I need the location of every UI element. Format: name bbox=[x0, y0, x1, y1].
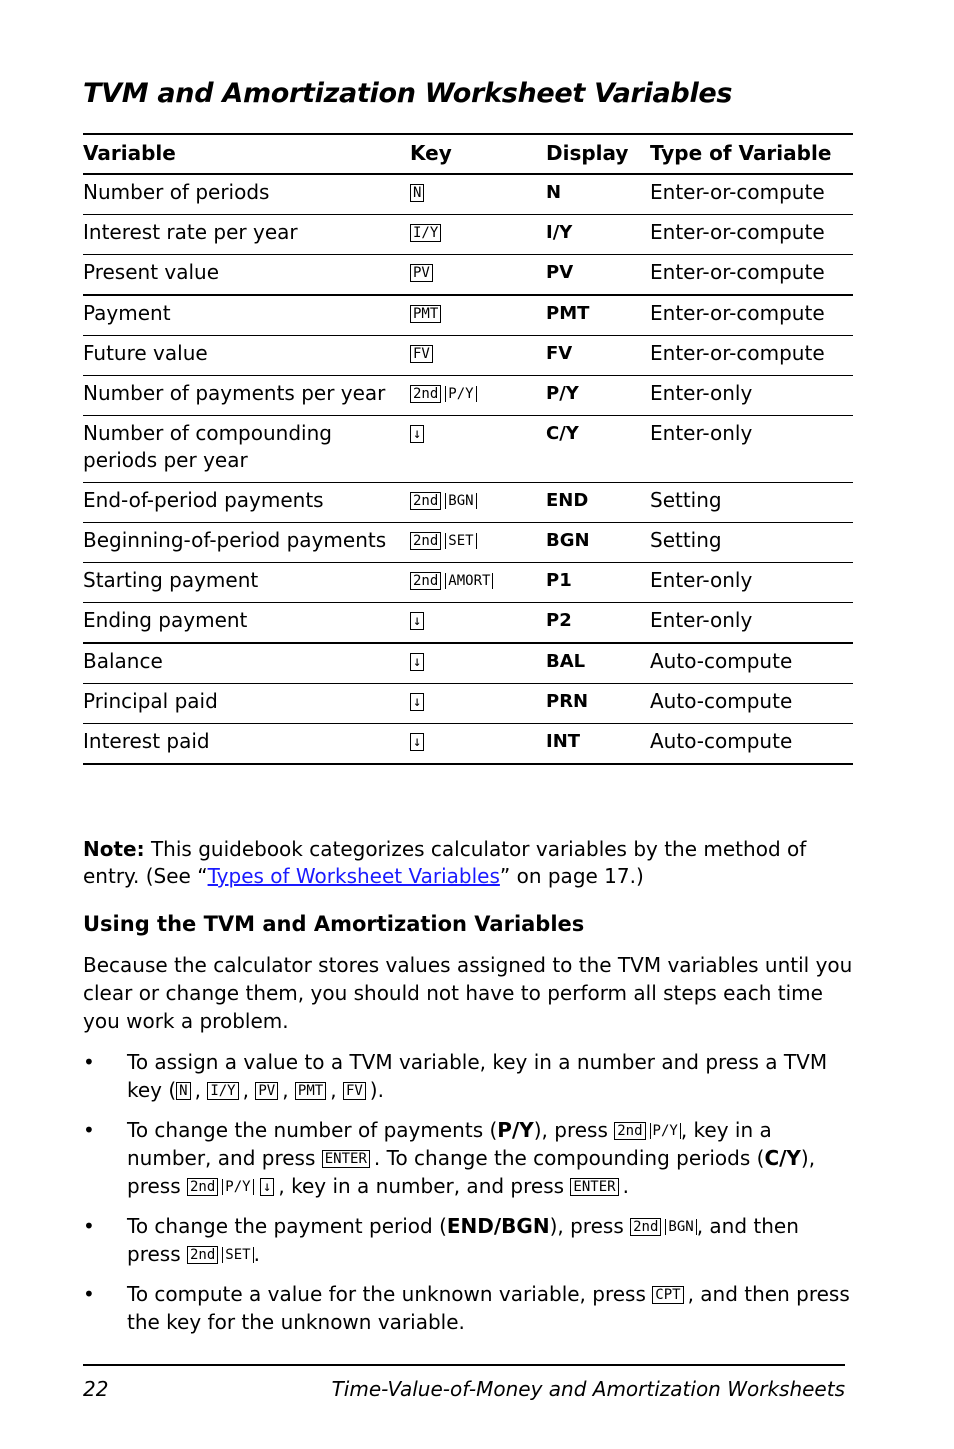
cell-type: Enter-or-compute bbox=[650, 336, 853, 376]
cell-variable: End-of-period payments bbox=[83, 483, 410, 523]
page-number: 22 bbox=[83, 1377, 109, 1401]
note bbox=[83, 836, 853, 890]
cell-key bbox=[410, 416, 546, 483]
cell-key bbox=[410, 724, 546, 765]
bullet-text: . To change the compounding periods ( bbox=[373, 1146, 765, 1170]
table-row bbox=[83, 563, 853, 603]
calculator-key: PMT bbox=[410, 305, 441, 323]
key-n: N bbox=[176, 1082, 190, 1100]
cell-type: Enter-or-compute bbox=[650, 295, 853, 336]
cell-key bbox=[410, 255, 546, 296]
bullet-text: , key in a number, and press bbox=[278, 1174, 571, 1198]
header-variable: Variable bbox=[83, 134, 410, 174]
bullet-text: ), press bbox=[127, 1146, 816, 1198]
cell-key bbox=[410, 215, 546, 255]
section-heading: Using the TVM and Amortization Variables bbox=[83, 912, 585, 936]
cell-display: END bbox=[546, 483, 650, 523]
key-enter: ENTER bbox=[322, 1150, 370, 1168]
calculator-key: SET bbox=[445, 533, 476, 549]
cell-variable: Interest paid bbox=[83, 724, 410, 765]
cell-type: Setting bbox=[650, 483, 853, 523]
calculator-key: FV bbox=[410, 345, 433, 363]
cell-display: PV bbox=[546, 255, 650, 296]
cell-type: Enter-only bbox=[650, 563, 853, 603]
note-text-after: ” on page 17.) bbox=[499, 864, 644, 888]
instruction-list bbox=[83, 1048, 853, 1348]
calculator-key: I/Y bbox=[410, 224, 441, 242]
header-type: Type of Variable bbox=[650, 134, 853, 174]
calculator-key: P/Y bbox=[445, 386, 476, 402]
bullet-text: To change the number of payments ( bbox=[127, 1118, 498, 1142]
cell-display: BGN bbox=[546, 523, 650, 563]
key-py: P/Y bbox=[222, 1179, 253, 1195]
cell-display: FV bbox=[546, 336, 650, 376]
cell-type: Enter-or-compute bbox=[650, 255, 853, 296]
table-row bbox=[83, 483, 853, 523]
table-body bbox=[83, 174, 853, 764]
bullet-text: To assign a value to a TVM variable, key in a number and press a TVM key ( bbox=[127, 1050, 828, 1102]
table-row bbox=[83, 684, 853, 724]
key-pmt: PMT bbox=[295, 1082, 326, 1100]
cell-variable: Number of compounding periods per year bbox=[83, 416, 410, 483]
bullet-text: ), press bbox=[533, 1118, 615, 1142]
key-2nd: 2nd bbox=[187, 1246, 218, 1264]
cell-key bbox=[410, 483, 546, 523]
note-text-before: This guidebook categorizes calculator variables by the method of entry. (See “ bbox=[83, 837, 807, 888]
cell-key bbox=[410, 684, 546, 724]
cell-display: PMT bbox=[546, 295, 650, 336]
table-row bbox=[83, 523, 853, 563]
worksheet-types-link[interactable]: Types of Worksheet Variables bbox=[207, 864, 500, 888]
key-set: SET bbox=[222, 1247, 253, 1263]
cell-variable: Principal paid bbox=[83, 684, 410, 724]
bullet-text: . bbox=[253, 1242, 260, 1266]
cell-variable: Interest rate per year bbox=[83, 215, 410, 255]
cell-key bbox=[410, 376, 546, 416]
table-header-row bbox=[83, 134, 853, 174]
cell-variable: Payment bbox=[83, 295, 410, 336]
bullet-icon: • bbox=[83, 1214, 95, 1238]
calculator-key: PV bbox=[410, 264, 433, 282]
key-2nd: 2nd bbox=[614, 1122, 645, 1140]
calculator-key: 2nd bbox=[410, 572, 441, 590]
bullet-text: To compute a value for the unknown variable, press bbox=[127, 1282, 653, 1306]
list-item: • To assign a value to a TVM variable, key in a number and press a TVM key ( N , I/Y , PV , PMT , FV ). bbox=[83, 1050, 828, 1102]
key-py: P/Y bbox=[650, 1123, 681, 1139]
key-pv: PV bbox=[255, 1082, 278, 1100]
table-row bbox=[83, 416, 853, 483]
key-2nd: 2nd bbox=[187, 1178, 218, 1196]
table-row bbox=[83, 174, 853, 215]
cell-key bbox=[410, 336, 546, 376]
calculator-key: 2nd bbox=[410, 532, 441, 550]
cell-variable: Number of payments per year bbox=[83, 376, 410, 416]
cell-key bbox=[410, 295, 546, 336]
cell-type: Enter-only bbox=[650, 603, 853, 644]
calculator-key: 2nd bbox=[410, 385, 441, 403]
list-item bbox=[83, 1212, 853, 1268]
bullet-text: To change the payment period ( bbox=[127, 1214, 447, 1238]
cell-variable: Starting payment bbox=[83, 563, 410, 603]
calculator-key: ↓ bbox=[410, 425, 424, 443]
cell-key bbox=[410, 174, 546, 215]
bullet-text: , and then press bbox=[127, 1214, 799, 1266]
calculator-key: ↓ bbox=[410, 653, 424, 671]
table-row bbox=[83, 724, 853, 765]
cell-variable: Ending payment bbox=[83, 603, 410, 644]
cell-display: N bbox=[546, 174, 650, 215]
table-row bbox=[83, 336, 853, 376]
cell-key bbox=[410, 643, 546, 684]
cell-variable: Future value bbox=[83, 336, 410, 376]
cell-display: BAL bbox=[546, 643, 650, 684]
list-item bbox=[83, 1116, 853, 1200]
key-cpt: CPT bbox=[652, 1286, 683, 1304]
bullet-text: ). bbox=[369, 1078, 384, 1102]
cell-key bbox=[410, 603, 546, 644]
cell-type: Enter-or-compute bbox=[650, 174, 853, 215]
bullet-icon: • bbox=[83, 1282, 95, 1306]
calculator-key: ↓ bbox=[410, 612, 424, 630]
page-title: TVM and Amortization Worksheet Variables bbox=[83, 78, 733, 109]
cell-display: PRN bbox=[546, 684, 650, 724]
cell-type: Setting bbox=[650, 523, 853, 563]
table-row bbox=[83, 643, 853, 684]
list-item bbox=[83, 1280, 853, 1336]
cell-display: P1 bbox=[546, 563, 650, 603]
key-2nd: 2nd bbox=[630, 1218, 661, 1236]
intro-paragraph: Because the calculator stores values assigned to the TVM variables until you clear or change them, you should not have to perform all steps each time you work a problem. bbox=[83, 953, 853, 1033]
key-enter: ENTER bbox=[570, 1178, 618, 1196]
cell-type: Auto-compute bbox=[650, 684, 853, 724]
cell-variable: Beginning-of-period payments bbox=[83, 523, 410, 563]
bold-py: P/Y bbox=[497, 1118, 534, 1142]
bullet-icon: • bbox=[83, 1118, 95, 1142]
header-display: Display bbox=[546, 134, 650, 174]
cell-type: Enter-only bbox=[650, 416, 853, 483]
table-row bbox=[83, 376, 853, 416]
cell-display: I/Y bbox=[546, 215, 650, 255]
variables-table bbox=[83, 133, 853, 765]
cell-type: Enter-or-compute bbox=[650, 215, 853, 255]
note-label: Note: bbox=[83, 837, 145, 861]
key-down-arrow: ↓ bbox=[260, 1178, 274, 1196]
cell-key bbox=[410, 523, 546, 563]
cell-display: P2 bbox=[546, 603, 650, 644]
cell-type: Enter-only bbox=[650, 376, 853, 416]
key-fv: FV bbox=[343, 1082, 366, 1100]
table-row bbox=[83, 603, 853, 644]
cell-variable: Number of periods bbox=[83, 174, 410, 215]
key-bgn: BGN bbox=[665, 1219, 696, 1235]
calculator-key: 2nd bbox=[410, 492, 441, 510]
bullet-text: , and then press the key for the unknown variable. bbox=[127, 1282, 850, 1334]
calculator-key: N bbox=[410, 184, 424, 202]
table-row bbox=[83, 215, 853, 255]
bold-cy: C/Y bbox=[764, 1146, 801, 1170]
footer-divider bbox=[83, 1364, 845, 1366]
calculator-key: AMORT bbox=[445, 573, 493, 589]
bullet-text: . bbox=[622, 1174, 629, 1198]
header-key: Key bbox=[410, 134, 546, 174]
cell-display: P/Y bbox=[546, 376, 650, 416]
cell-variable: Present value bbox=[83, 255, 410, 296]
cell-variable: Balance bbox=[83, 643, 410, 684]
cell-key bbox=[410, 563, 546, 603]
bullet-icon: • bbox=[83, 1050, 95, 1074]
cell-type: Auto-compute bbox=[650, 724, 853, 765]
key-iy: I/Y bbox=[207, 1082, 238, 1100]
bold-end-bgn: END/BGN bbox=[446, 1214, 550, 1238]
bullet-text: , key in a number, and press bbox=[127, 1118, 772, 1170]
cell-type: Auto-compute bbox=[650, 643, 853, 684]
calculator-key: BGN bbox=[445, 493, 476, 509]
table-row bbox=[83, 295, 853, 336]
bullet-text: ), press bbox=[549, 1214, 631, 1238]
cell-display: C/Y bbox=[546, 416, 650, 483]
calculator-key: ↓ bbox=[410, 693, 424, 711]
chapter-title: Time-Value-of-Money and Amortization Worksheets bbox=[331, 1377, 845, 1401]
table-row bbox=[83, 255, 853, 296]
calculator-key: ↓ bbox=[410, 733, 424, 751]
cell-display: INT bbox=[546, 724, 650, 765]
